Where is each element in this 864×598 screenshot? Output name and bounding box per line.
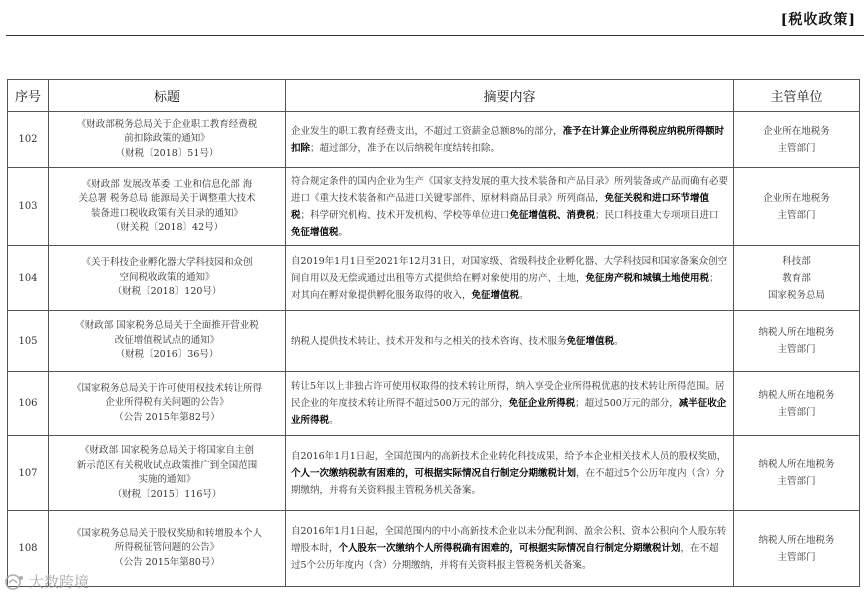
row-number: 104	[8, 246, 49, 311]
summary-text: 。	[614, 335, 624, 347]
policy-title	[49, 372, 286, 436]
competent-unit	[734, 311, 860, 372]
unit-line: 主管部门	[777, 209, 816, 221]
policy-table	[7, 79, 860, 587]
summary-text: 自2016年1月1日起，全国范围内的中小高新技术企业以未分配利润、盈余公积、资本公积向个人股东转增股本时，	[291, 526, 727, 554]
summary-emphasis: 个人股东一次缴纳个人所得税确有困难的，可根据实际情况自行制定分期缴税计划	[338, 543, 681, 554]
unit-line: 主管部门	[777, 344, 816, 355]
row-number: 108	[8, 511, 49, 587]
title-line: 关总署 税务总局 能源局关于调整重大技术	[78, 193, 256, 204]
policy-title	[49, 168, 286, 246]
title-line: 《财政部 国家税务总局关于将国家自主创	[79, 445, 255, 456]
unit-line: 企业所在地税务	[763, 192, 830, 204]
summary-text: 。	[519, 289, 529, 301]
unit-line: 国家税务总局	[767, 289, 825, 301]
summary-emphasis: 个人一次缴纳税款有困难的，可根据实际情况自行制定分期缴税计划	[291, 467, 577, 479]
unit-line: 纳税人所在地税务	[758, 327, 835, 338]
watermark	[4, 571, 89, 592]
row-number: 107	[8, 436, 49, 511]
competent-unit	[734, 511, 860, 587]
competent-unit	[734, 168, 860, 246]
table-body	[8, 112, 860, 587]
title-line: （财税〔2016〕36号）	[115, 349, 219, 361]
column-header-no: 序号	[8, 80, 49, 112]
summary-emphasis: 减半征收企业所得税	[291, 398, 727, 426]
row-number: 103	[8, 168, 49, 246]
title-line: 《关于科技企业孵化器大学科技园和众创	[81, 257, 253, 269]
watermark-text: 大数跨境	[29, 573, 90, 591]
title-line: 前扣除政策的通知》	[124, 133, 210, 145]
title-line: 改征增值税试点的通知》	[114, 334, 220, 346]
summary-text: 自2016年1月1日起，全国范围内的高新技术企业转化科技成果，给予本企业相关技术人员的股权奖励，	[291, 450, 727, 462]
title-line: （财税〔2015〕116号）	[112, 488, 222, 500]
summary-emphasis: 免征增值税、消费税	[509, 209, 596, 221]
table-row	[8, 436, 860, 511]
policy-summary	[286, 112, 734, 168]
policy-summary	[286, 436, 734, 511]
summary-emphasis: 免征增值税	[471, 289, 520, 301]
table-row	[8, 372, 860, 436]
table-row	[8, 168, 860, 246]
summary-text: ；科学研究机构、技术开发机构、学校等单位进口	[300, 209, 510, 221]
policy-title	[49, 311, 286, 372]
summary-emphasis: 免征增值税	[566, 335, 615, 347]
summary-text: 企业发生的职工教育经费支出，不超过工资薪金总额8%的部分，	[291, 125, 563, 137]
title-line: 《国家税务总局关于许可使用权技术转让所得	[71, 382, 262, 394]
competent-unit	[734, 372, 860, 436]
title-line: （财关税〔2018〕42号）	[110, 222, 224, 233]
summary-text: ；民口科技重大专项项目进口	[595, 209, 719, 221]
summary-emphasis: 准予在计算企业所得税应纳税所得额时扣除	[291, 125, 725, 154]
unit-line: 企业所在地税务	[763, 125, 830, 137]
summary-text: 。	[329, 415, 339, 426]
unit-line: 主管部门	[777, 142, 816, 154]
unit-line: 主管部门	[777, 476, 816, 487]
column-header-title: 标题	[49, 80, 286, 112]
policy-title	[49, 436, 286, 511]
title-line: （财税〔2018〕120号）	[112, 286, 222, 298]
summary-emphasis: 免征增值税	[291, 226, 339, 238]
unit-line: 教育部	[782, 272, 811, 284]
summary-text: ；对其向在孵对象提供孵化服务取得的收入，	[291, 272, 719, 301]
summary-text: 转让5年以上非独占许可使用权取得的技术转让所得，纳入享受企业所得税优惠的技术转让所得范围。居民企业的年度技术转让所得不超过500万元的部分，	[291, 381, 725, 409]
table-row	[8, 311, 860, 372]
competent-unit	[734, 112, 860, 168]
title-line: （财税〔2018〕51号）	[115, 147, 219, 159]
title-line: （公告 2015年第82号）	[114, 411, 220, 423]
unit-line: 主管部门	[777, 406, 816, 418]
policy-summary	[286, 246, 734, 311]
summary-emphasis: 免征关税和进口环节增值税	[291, 192, 710, 221]
unit-line: 纳税人所在地税务	[758, 459, 835, 470]
table-header-row	[8, 80, 860, 112]
summary-text: 符合规定条件的国内企业为生产《国家支持发展的重大技术装备和产品目录》所列装备或产品而确有必要进口《重大技术装备和产品进口关键零部件、原材料商品目录》所列商品，	[291, 175, 729, 204]
policy-title	[49, 246, 286, 311]
title-line: 新示范区有关税收试点政策推广到全国范围	[76, 459, 258, 471]
summary-text: 纳税人提供技术转让、技术开发和与之相关的技术咨询、技术服务	[291, 335, 567, 347]
title-line: 装备进口税收政策有关目录的通知》	[90, 207, 243, 219]
title-line: 《国家税务总局关于股权奖励和转增股本个人	[71, 527, 262, 539]
title-line: 实施的通知》	[138, 474, 196, 485]
competent-unit	[734, 436, 860, 511]
row-number: 106	[8, 372, 49, 436]
unit-line: 科技部	[782, 255, 811, 267]
title-line: 《财政部 国家税务总局关于全面推开营业税	[75, 320, 259, 332]
column-header-summary: 摘要内容	[286, 80, 734, 112]
policy-summary	[286, 511, 734, 587]
section-tag: [税收政策]	[780, 12, 856, 28]
row-number: 105	[8, 311, 49, 372]
policy-summary	[286, 311, 734, 372]
summary-text: ；超过500万元的部分，	[575, 398, 679, 409]
policy-summary	[286, 372, 734, 436]
title-line: 《财政部税务总局关于企业职工教育经费税	[76, 118, 258, 130]
title-line: 《财政部 发展改革委 工业和信息化部 海	[81, 178, 253, 190]
title-line: 所得税征管问题的公告》	[114, 542, 220, 554]
unit-line: 纳税人所在地税务	[758, 389, 835, 401]
unit-line: 主管部门	[777, 551, 816, 563]
header-divider	[6, 35, 864, 36]
summary-emphasis: 免征企业所得税	[508, 398, 576, 409]
title-line: 企业所得税有关问题的公告》	[105, 397, 229, 409]
title-line: 空间税收政策的通知》	[119, 271, 215, 283]
competent-unit	[734, 246, 860, 311]
summary-emphasis: 免征房产税和城镇土地使用税	[585, 272, 710, 284]
column-header-unit: 主管单位	[734, 80, 860, 112]
policy-summary	[286, 168, 734, 246]
table-row	[8, 246, 860, 311]
logo-icon	[4, 573, 26, 591]
table-row	[8, 112, 860, 168]
summary-text: ，在不超过5个公历年度内（含）分期缴纳，并将有关资料报主管税务机关备案。	[291, 467, 725, 496]
title-line: （公告 2015年第80号）	[114, 556, 220, 568]
summary-text: 。	[338, 226, 349, 238]
policy-title	[49, 112, 286, 168]
unit-line: 纳税人所在地税务	[758, 534, 835, 546]
table-row	[8, 511, 860, 587]
summary-text: 自2019年1月1日至2021年12月31日，对国家级、省级科技企业孵化器、大学科技园和国家备案众创空间自用以及无偿或通过出租等方式提供给在孵对象使用的房产、土地，	[291, 255, 728, 284]
summary-text: ；超过部分，准予在以后纳税年度结转扣除。	[310, 142, 501, 154]
summary-text: ，在不超过5个公历年度内（含）分期缴纳，并将有关资料报主管税务机关备案。	[291, 543, 719, 571]
row-number: 102	[8, 112, 49, 168]
